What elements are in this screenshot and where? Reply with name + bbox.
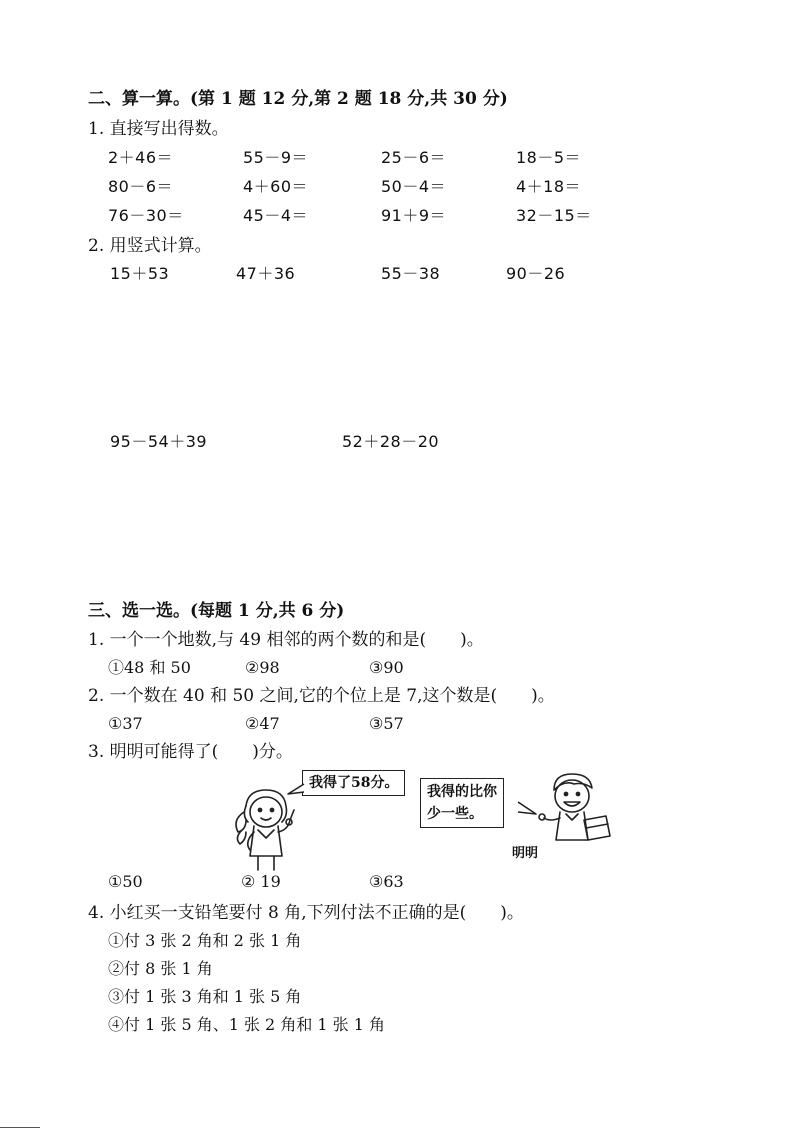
choice-option[interactable]: ②付 8 张 1 角 (108, 959, 213, 978)
vertical-calc-expression: 47＋36 (236, 264, 296, 283)
expression: 91＋9＝ (381, 206, 447, 225)
boy-figure-icon (536, 770, 616, 848)
girl-figure-icon (228, 786, 304, 874)
expression: 25－6＝ (381, 148, 447, 167)
vertical-calc-expression: 15＋53 (110, 264, 170, 283)
choice-option[interactable]: ③63 (369, 872, 404, 891)
speech-bubble-girl (302, 770, 405, 796)
expression: 2＋46＝ (108, 148, 174, 167)
section3-heading (88, 600, 344, 622)
choice-option[interactable]: ③57 (369, 714, 404, 733)
expression: 4＋60＝ (243, 177, 309, 196)
choice-option[interactable]: ①37 (108, 714, 143, 733)
bubble-text-line2: 少一些。 (427, 806, 483, 822)
section3-q3-title: 3. 明明可能得了( )分。 (88, 742, 293, 762)
speech-bubble-boy (420, 778, 504, 828)
vertical-calc-expression: 55－38 (381, 264, 441, 283)
choice-option[interactable]: ②98 (245, 658, 280, 677)
section2-q2-title: 2. 用竖式计算。 (88, 236, 212, 256)
section3-q2-title: 2. 一个数在 40 和 50 之间,它的个位上是 7,这个数是( )。 (88, 686, 555, 706)
bubble-text: 我得了58分。 (309, 775, 399, 791)
choice-option[interactable]: ②47 (245, 714, 280, 733)
section3-q1-title: 1. 一个一个地数,与 49 相邻的两个数的和是( )。 (88, 630, 484, 650)
choice-option[interactable]: ①50 (108, 872, 143, 891)
section2-q1-title: 1. 直接写出得数。 (88, 119, 229, 139)
choice-option[interactable]: ①付 3 张 2 角和 2 张 1 角 (108, 931, 302, 950)
expression: 76－30＝ (108, 206, 184, 225)
figure-caption: 明明 (512, 846, 539, 861)
expression: 32－15＝ (516, 206, 592, 225)
choice-option[interactable]: ①48 和 50 (108, 658, 191, 677)
expression: 18－5＝ (516, 148, 582, 167)
choice-option[interactable]: ④付 1 张 5 角、1 张 2 角和 1 张 1 角 (108, 1015, 386, 1034)
section2-title: 二、算一算。 (88, 89, 190, 109)
expression: 55－9＝ (243, 148, 309, 167)
bubble-tail-icon (286, 782, 306, 798)
bubble-tail-icon (516, 800, 538, 818)
expression: 4＋18＝ (516, 177, 582, 196)
section3-score-note: (每题 1 分,共 6 分) (190, 601, 345, 621)
choice-option[interactable]: ③付 1 张 3 角和 1 张 5 角 (108, 987, 302, 1006)
expression: 50－4＝ (381, 177, 447, 196)
page-edge-divider (0, 1127, 40, 1128)
vertical-calc-expression: 90－26 (506, 264, 566, 283)
choice-option[interactable]: ③90 (369, 658, 404, 677)
bubble-text-line1: 我得的比你 (427, 784, 497, 800)
choice-option[interactable]: ② 19 (241, 872, 281, 891)
expression: 45－4＝ (243, 206, 309, 225)
section2-score-note: (第 1 题 12 分,第 2 题 18 分,共 30 分) (190, 89, 508, 109)
vertical-calc-expression: 52＋28－20 (342, 432, 440, 451)
section3-q4-title: 4. 小红买一支铅笔要付 8 角,下列付法不正确的是( )。 (88, 903, 524, 923)
section3-title: 三、选一选。 (88, 601, 190, 621)
expression: 80－6＝ (108, 177, 174, 196)
section2-heading (88, 88, 508, 110)
vertical-calc-expression: 95－54＋39 (110, 432, 208, 451)
